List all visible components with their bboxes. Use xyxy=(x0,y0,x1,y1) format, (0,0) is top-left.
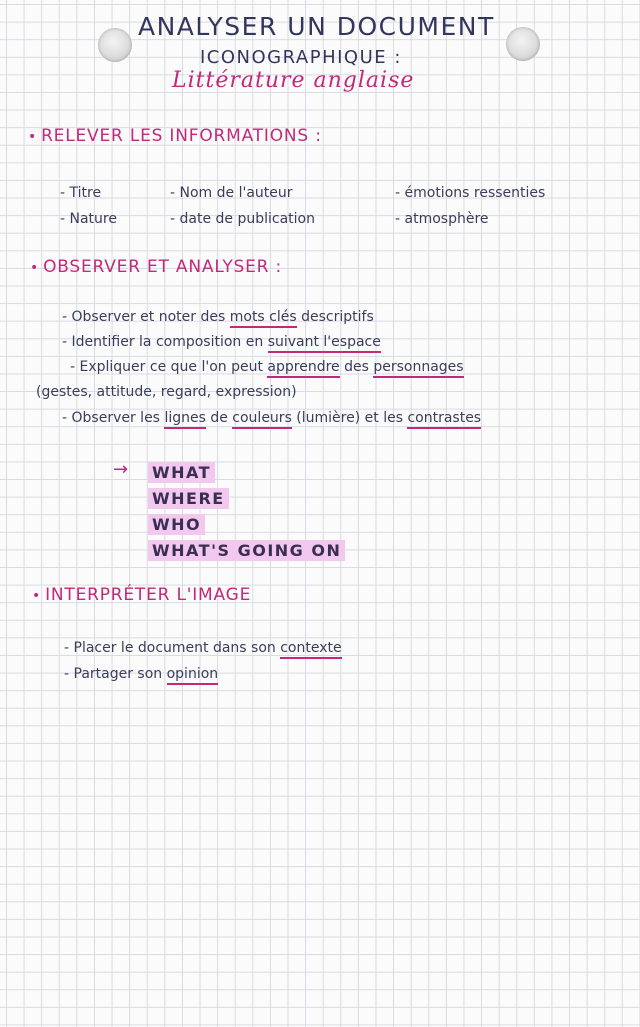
info-col-1 xyxy=(60,180,117,232)
page-title-line2: ICONOGRAPHIQUE : xyxy=(200,47,402,68)
observe-line-5: - Observer les lignes de couleurs (lumière) et les contrastes xyxy=(62,410,481,426)
bullet-icon: • xyxy=(32,588,42,604)
section-heading-text: INTERPRÉTER L'IMAGE xyxy=(45,585,252,605)
bullet-icon: • xyxy=(30,260,40,276)
info-item: - Nom de l'auteur xyxy=(170,185,293,201)
info-item: - Titre xyxy=(60,185,102,201)
keyword-personnages: personnages xyxy=(373,359,463,378)
observe-line-4: (gestes, attitude, regard, expression) xyxy=(36,384,297,400)
info-item: - émotions ressenties xyxy=(395,185,546,201)
section-heading-interpreter xyxy=(32,585,251,605)
page-title: ANALYSER UN DOCUMENT xyxy=(138,12,495,41)
page-subtitle: Littérature anglaise xyxy=(172,68,415,93)
keyword-apprendre: apprendre xyxy=(267,359,339,378)
interpret-line-2: - Partager son opinion xyxy=(64,666,218,682)
info-col-2 xyxy=(170,180,315,232)
info-item: - date de publication xyxy=(170,211,315,227)
keyword-couleurs: couleurs xyxy=(232,410,292,429)
keyword-suivant-espace: suivant l'espace xyxy=(268,334,381,353)
section-heading-text: RELEVER LES INFORMATIONS : xyxy=(41,126,322,146)
keyword-contrastes: contrastes xyxy=(407,410,481,429)
keyword-contexte: contexte xyxy=(280,640,341,659)
observe-line-3: - Expliquer ce que l'on peut apprendre des personnages xyxy=(70,359,464,375)
binder-hole-left xyxy=(98,28,132,62)
section-heading-relever xyxy=(28,126,322,146)
question-where: WHERE xyxy=(148,488,229,509)
bullet-icon: • xyxy=(28,129,38,145)
keyword-opinion: opinion xyxy=(167,666,219,685)
question-whats-going-on: WHAT'S GOING ON xyxy=(148,540,345,561)
info-col-3 xyxy=(395,180,545,232)
binder-hole-right xyxy=(506,27,540,61)
observe-line-2: - Identifier la composition en suivant l'espace xyxy=(62,334,381,350)
question-what: WHAT xyxy=(148,462,215,483)
interpret-line-1: - Placer le document dans son contexte xyxy=(64,640,342,656)
observe-line-1: - Observer et noter des mots clés descriptifs xyxy=(62,309,374,325)
keyword-lignes: lignes xyxy=(164,410,205,429)
question-who: WHO xyxy=(148,514,205,535)
section-heading-observer xyxy=(30,257,282,277)
info-item: - atmosphère xyxy=(395,211,489,227)
question-list xyxy=(148,460,345,564)
info-item: - Nature xyxy=(60,211,117,227)
section-heading-text: OBSERVER ET ANALYSER : xyxy=(43,257,282,277)
arrow-right-icon: → xyxy=(113,459,129,480)
keyword-mots-cles: mots clés xyxy=(230,309,297,328)
